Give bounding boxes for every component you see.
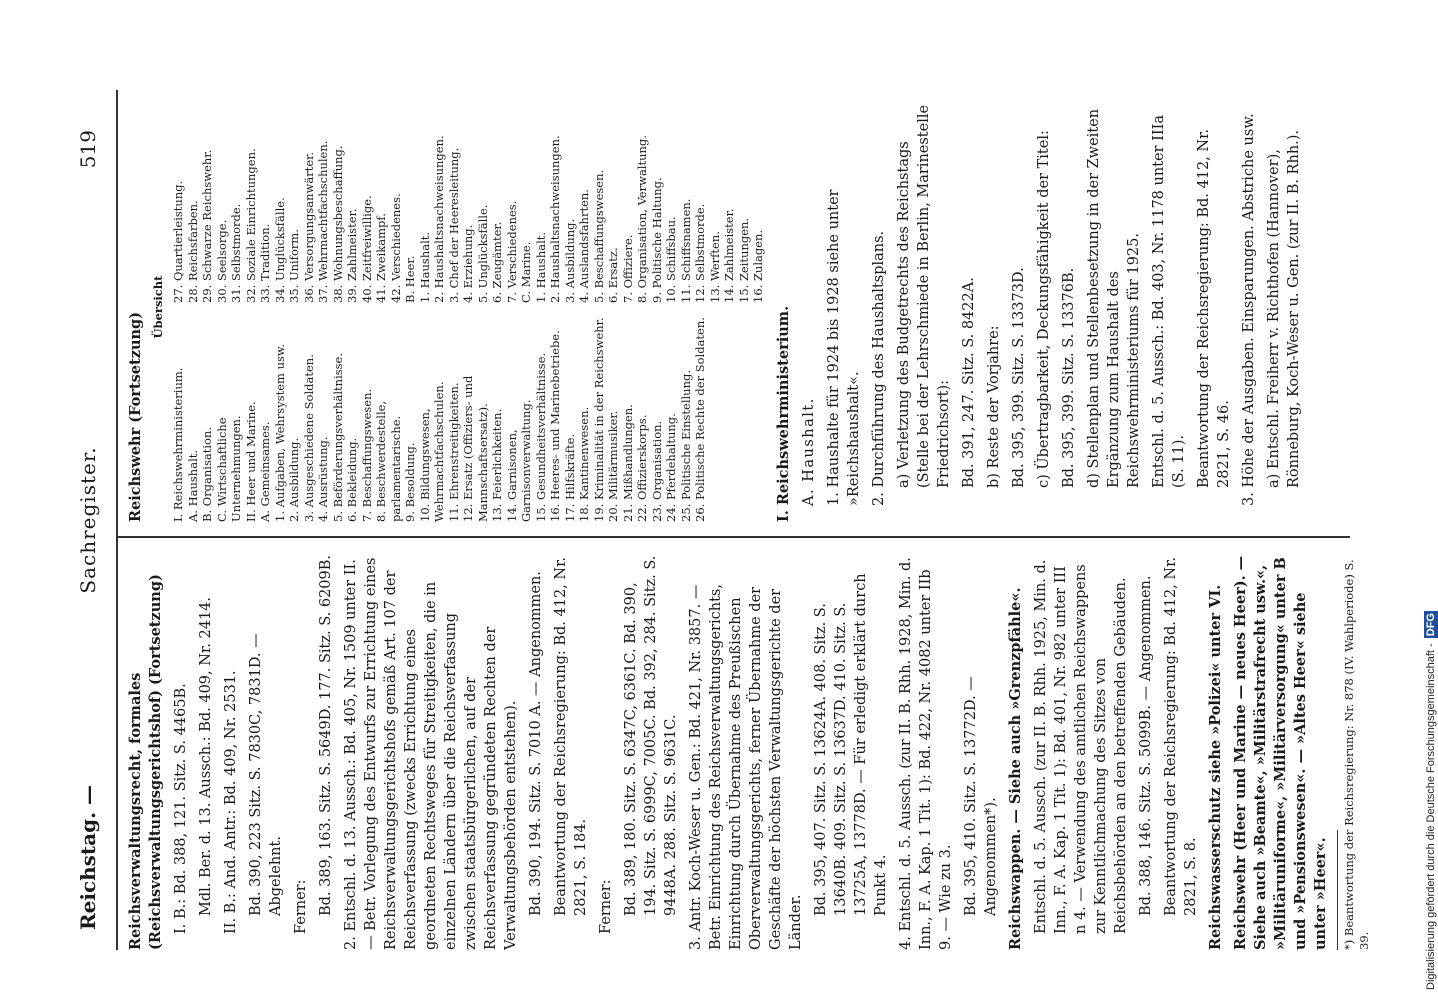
running-catchword: Reichstag. —: [76, 784, 100, 930]
overview-title: Übersicht: [151, 275, 165, 339]
overview-item: 4. Ausrüstung.: [316, 436, 330, 522]
left-entry: Reichswappen. — Siehe auch »Grenzpfähle«.: [1007, 587, 1024, 950]
left-entry: Reichswasserschutz siehe »Polizei« unter VI.: [1207, 584, 1224, 950]
overview-item: 42. Verschiedenes.: [388, 193, 403, 303]
overview-item: 30. Seelsorge.: [214, 219, 229, 303]
overview-item: B. Heer.: [403, 255, 417, 303]
left-entry: I. B.: Bd. 388, 121. Sitz. S. 4465B.: [173, 683, 189, 934]
overview-item: 16. Zulagen.: [751, 229, 765, 303]
overview-item: 35. Uniform.: [287, 229, 301, 303]
right-entry: b) Reste der Vorjahre:: [985, 325, 1002, 488]
overview-item: 7. Beschaffungswesen.: [359, 388, 374, 522]
left-entry: Bd. 389, 163. Sitz. S. 5649D. 177. Sitz. S. 6209B.: [318, 554, 334, 916]
overview-item: I. Reichswehrministerium.: [171, 367, 185, 522]
left-entries: [126, 554, 1331, 950]
rotated-page-content: [70, 90, 1371, 950]
overview-item: 15. Zeitungen.: [736, 217, 751, 303]
overview-col-a: [171, 311, 766, 522]
footnote-rule: [1337, 830, 1338, 950]
overview-item: 24. Pferdehaltung.: [664, 413, 678, 522]
left-entry: 3. Antr. Koch-Weser u. Gen.: Bd. 421, Nr. 3857. — Betr. Einrichtung des Reichsverwaltungsgerichts, Einrichtung durch Übernahme des Preußischen Oberverwaltungsgerichts, ferner Übernahme der Geschäfte der höchsten Verwaltungsgerichte der Länder.: [688, 584, 804, 950]
overview-item: 34. Unglücksfälle.: [272, 197, 287, 303]
overview-item: 31. Selbstmorde.: [229, 203, 243, 303]
overview-item: 5. Beförderungsverhältnisse.: [330, 352, 345, 522]
overview-item: 3. Ausbildung.: [562, 218, 577, 303]
overview-item: 41. Zweikampf.: [374, 213, 388, 303]
overview-item: C. Wirtschaftliche Unternehmungen.: [214, 415, 243, 522]
left-entry: Ferner:: [293, 879, 309, 934]
overview-item: 6. Bekleidung.: [345, 437, 359, 522]
overview-item: 1. Haushalt.: [533, 231, 548, 303]
overview-item: 40. Zeitfreiwillige.: [359, 195, 374, 303]
overview-item: 1. Aufgaben, Wehrsystem usw.: [272, 343, 287, 522]
overview-item: 8. Organisation, Verwaltung.: [635, 135, 649, 303]
overview-item: 1. Haushalt.: [417, 231, 432, 303]
right-entry: Beantwortung der Reichsregierung: Bd. 412, Nr. 2821, S. 46.: [1195, 128, 1232, 488]
left-column: [126, 554, 1377, 950]
overview-item: 23. Organisation.: [649, 420, 664, 522]
overview-item: 12. Ersatz (Offiziers- und Mannschaftsersatz).: [461, 375, 490, 522]
right-entry: Entschl. d. 5. Aussch.: Bd. 403, Nr. 1178 unter IIIa (S. 11).: [1150, 115, 1187, 488]
left-entry: Bd. 395, 410. Sitz. S. 13772D. — Angenommen*).: [963, 676, 999, 916]
right-entries: [824, 92, 1304, 522]
overview-item: 5. Unglücksfälle.: [475, 204, 490, 303]
overview-item: 20. Militärmusiker.: [606, 410, 620, 522]
overview-item: 19. Kriminalität in der Reichswehr.: [591, 317, 606, 522]
overview-item: 7. Offiziere.: [620, 234, 635, 303]
overview-item: 22. Offizierskorps.: [635, 414, 649, 522]
subsection-title: A. Haushalt.: [800, 397, 817, 506]
overview-item: 28. Reichsfarben.: [185, 200, 200, 303]
overview-item: 6. Ersatz.: [606, 247, 620, 303]
left-entry: Reichsverwaltungsrecht, formales (Reichsverwaltungsgerichtshof) (Fortsetzung): [127, 574, 164, 950]
overview-item: 13. Feierlichkeiten.: [490, 408, 504, 522]
right-entry: a) Entschl. Freiherr v. Richthofen (Hannover), Rönneburg, Koch-Weser u. Gen. (zur II. B. Rhh.).: [1265, 129, 1302, 488]
overview: [171, 92, 766, 522]
overview-item: 5. Beschaffungswesen.: [591, 169, 606, 303]
right-entry: d) Stellenplan und Stellenbesetzung in der Zweiten Ergänzung zum Haushalt des Reichswehrministeriums für 1925.: [1085, 108, 1142, 488]
left-entry: Ferner:: [598, 879, 614, 934]
overview-item: 39. Zahlmeister.: [345, 208, 359, 303]
right-entry: c) Übertragbarkeit, Deckungsfähigkeit der Titel:: [1035, 130, 1052, 488]
overview-item: 25. Politische Einstellung.: [678, 370, 693, 522]
left-entry: Bd. 388, 146. Sitz. S. 5099B. — Angenommen.: [1138, 575, 1154, 916]
right-heading: Reichswehr (Fortsetzung): [127, 311, 144, 522]
left-entry: Entschl. d. 5. Aussch. (zur II. B. Rhh. 1925, Min. d. Inn., F. A. Kap. 1 Tit. 1): Bd. 401, Nr. 982 unter III n 4. — Verwendung des amtlichen Reichswappens zur Kenntlichmachung des Sitzes von Reichsbehörden an den betreffenden Gebäuden.: [1033, 559, 1129, 934]
right-entry: Bd. 395, 399. Sitz. S. 13373D.: [1010, 267, 1027, 488]
overview-item: 29. Schwarze Reichswehr.: [200, 149, 214, 303]
overview-item: 9. Politische Haltung.: [649, 177, 664, 303]
left-entry: Beantwortung der Reichsregierung: Bd. 412, Nr. 2821, S. 184.: [553, 556, 589, 916]
overview-item: 13. Werften.: [707, 231, 722, 303]
page-header: [70, 90, 112, 950]
left-entry: Bd. 390, 194. Sitz. S. 7010 A. — Angenommen.: [528, 571, 544, 916]
section-title: I. Reichswehrministerium.: [774, 305, 792, 522]
overview-item: 2. Ausbildung.: [287, 437, 301, 522]
overview-item: 27. Quartierleistung.: [171, 180, 185, 303]
overview-item: 12. Selbstmorde.: [693, 203, 707, 303]
overview-item: 3. Ausgeschiedene Soldaten.: [301, 354, 316, 522]
overview-item: 33. Tradition.: [258, 223, 272, 303]
overview-item: 32. Soziale Einrichtungen.: [243, 148, 258, 303]
overview-item: 4. Auslandsfahrten.: [577, 189, 591, 303]
overview-item: 2. Haushaltsnachweisungen.: [432, 135, 446, 303]
sidebar-credit: [1424, 0, 1438, 990]
overview-item: II. Heer und Marine.: [243, 401, 258, 522]
overview-item: A. Gemeinsames.: [258, 421, 272, 522]
left-entry: Bd. 395, 407. Sitz. S. 13624A. 408. Sitz. S. 13640B. 409. Sitz. S. 13637D. 410. Sitz. S. 13725A, 13778D. — Für erledigt erklärt durch Punkt 4.: [813, 573, 889, 916]
overview-item: 6. Zeugämter.: [490, 221, 504, 303]
overview-item: 3. Chef der Heeresleitung.: [446, 147, 461, 303]
overview-item: B. Organisation.: [200, 426, 214, 522]
left-entry: Beantwortung der Reichsregierung: Bd. 412, Nr. 2821, S. 8.: [1163, 556, 1199, 916]
overview-item: 11. Schiffsnamen.: [678, 198, 693, 303]
dfg-logo: DFG: [1425, 613, 1437, 637]
overview-item: 21. Mißhandlungen.: [620, 404, 635, 522]
right-entry: 1. Haushalte für 1924 bis 1928 siehe unter »Reichshaushalt«.: [825, 189, 862, 506]
right-entry: a) Verletzung des Budgetrechts des Reichstags (Stelle bei der Lehrschmiede in Berlin, Marinestelle Friedrichsort):: [895, 104, 952, 488]
overview-col-b: [171, 92, 766, 303]
overview-item: 37. Wehrmachtfachschulen.: [316, 140, 330, 303]
overview-item: 9. Besoldung.: [403, 442, 417, 522]
right-entry: Bd. 391, 247. Sitz. S. 8422A.: [960, 277, 977, 488]
left-entry: Mdl. Ber. d. 13. Aussch.: Bd. 409, Nr. 2414.: [198, 596, 214, 916]
left-entry: 4. Entschl. d. 5. Aussch. (zur II. B. Rhh. 1928, Min. d. Inn., F. A. Kap. 1 Tit. 1): Bd. 422, Nr. 4082 unter IIb 9. — Wie zu 3.: [898, 557, 954, 950]
overview-item: 7. Verschiedenes.: [504, 200, 519, 303]
credit-text: Digitalisierung gefördert durch die Deutsche Forschungsgemeinschaft -: [1425, 643, 1437, 990]
overview-item: 10. Bildungswesen, Wehrmachtfachschulen.: [417, 381, 446, 522]
overview-item: 8. Beschwerdestelle, parlamentarische.: [374, 400, 403, 522]
overview-item: 14. Zahlmeister.: [722, 208, 736, 303]
overview-item: A. Haushalt.: [185, 449, 200, 522]
overview-item: 14. Garnisonen, Garnisonverwaltung.: [504, 399, 533, 522]
left-entry: Reichswehr (Heer und Marine — neues Heer). — Siehe auch »Beamte«, »Militärstrafrecht usw.«, »Militäruniforme«, »Militärversorgung« unter B und »Pensionswesen«. — »Altes Heer« siehe unter »Heer«.: [1232, 555, 1329, 950]
right-entry: 3. Höhe der Ausgaben. Einsparungen. Abstriche usw.: [1240, 113, 1257, 506]
overview-item: 10. Schiffsbau.: [664, 216, 678, 303]
overview-item: C. Marine.: [519, 241, 533, 303]
left-entry: Bd. 389, 180. Sitz. S. 6347C, 6361C. Bd. 390, 194. Sitz. S. 6999C, 7005C. Bd. 392, 284. Sitz. S. 9448A. 288. Sitz. S. 9631C.: [623, 555, 679, 916]
overview-item: 38. Wohnungsbeschaffung.: [330, 145, 345, 303]
left-entry: 2. Entschl. d. 13. Aussch.: Bd. 405, Nr. 1509 unter II. — Betr. Vorlegung des Entwurfs zur Errichtung eines Reichsverwaltungsgerichtshofs gemäß Art. 107 der Reichsverfassung (zwecks Errichtung eines geordneten Rechtsweges für Streitigkeiten, die in einzelnen Ländern über die Reichsverfassung zwischen staatsbürgerlichen, auf der Reichsverfassung gegründeten Rechten der Verwaltungsbehörden entstehen).: [343, 557, 519, 950]
left-entry: II. B.: And. Antr.: Bd. 409, Nr. 2531.: [223, 670, 239, 934]
page-title: Sachregister.: [76, 446, 100, 594]
page-number: 519: [76, 130, 100, 169]
overview-item: 11. Ehrenstreitigkeiten.: [446, 382, 461, 522]
footnote: *) Beantwortung der Reichsregierung: Nr. 878 (IV. Wahlperiode) S. 39.: [1342, 559, 1371, 950]
overview-item: 26. Politische Rechte der Soldaten.: [693, 317, 707, 522]
column-rule: [118, 537, 1350, 539]
right-entry: Bd. 395, 399. Sitz. S. 13376B.: [1060, 267, 1077, 488]
overview-item: 18. Kantinenwesen.: [577, 406, 591, 522]
overview-item: 16. Heeres- und Marinebetriebe.: [548, 330, 562, 522]
overview-item: 2. Haushaltsnachweisungen.: [548, 135, 562, 303]
left-entry: Bd. 390, 223 Sitz. S. 7830C, 7831D. — Abgelehnt.: [248, 633, 284, 916]
overview-item: 4. Erziehung.: [461, 224, 475, 303]
overview-item: 15. Gesundheitsverhältnisse.: [533, 352, 548, 522]
right-entry: 2. Durchführung des Haushaltsplans.: [870, 230, 887, 506]
overview-item: 17. Hilfskräfte.: [562, 433, 577, 522]
right-column: [126, 92, 1309, 522]
header-rule: [116, 90, 118, 950]
overview-item: 36. Versorgungsanwärter.: [301, 151, 316, 303]
